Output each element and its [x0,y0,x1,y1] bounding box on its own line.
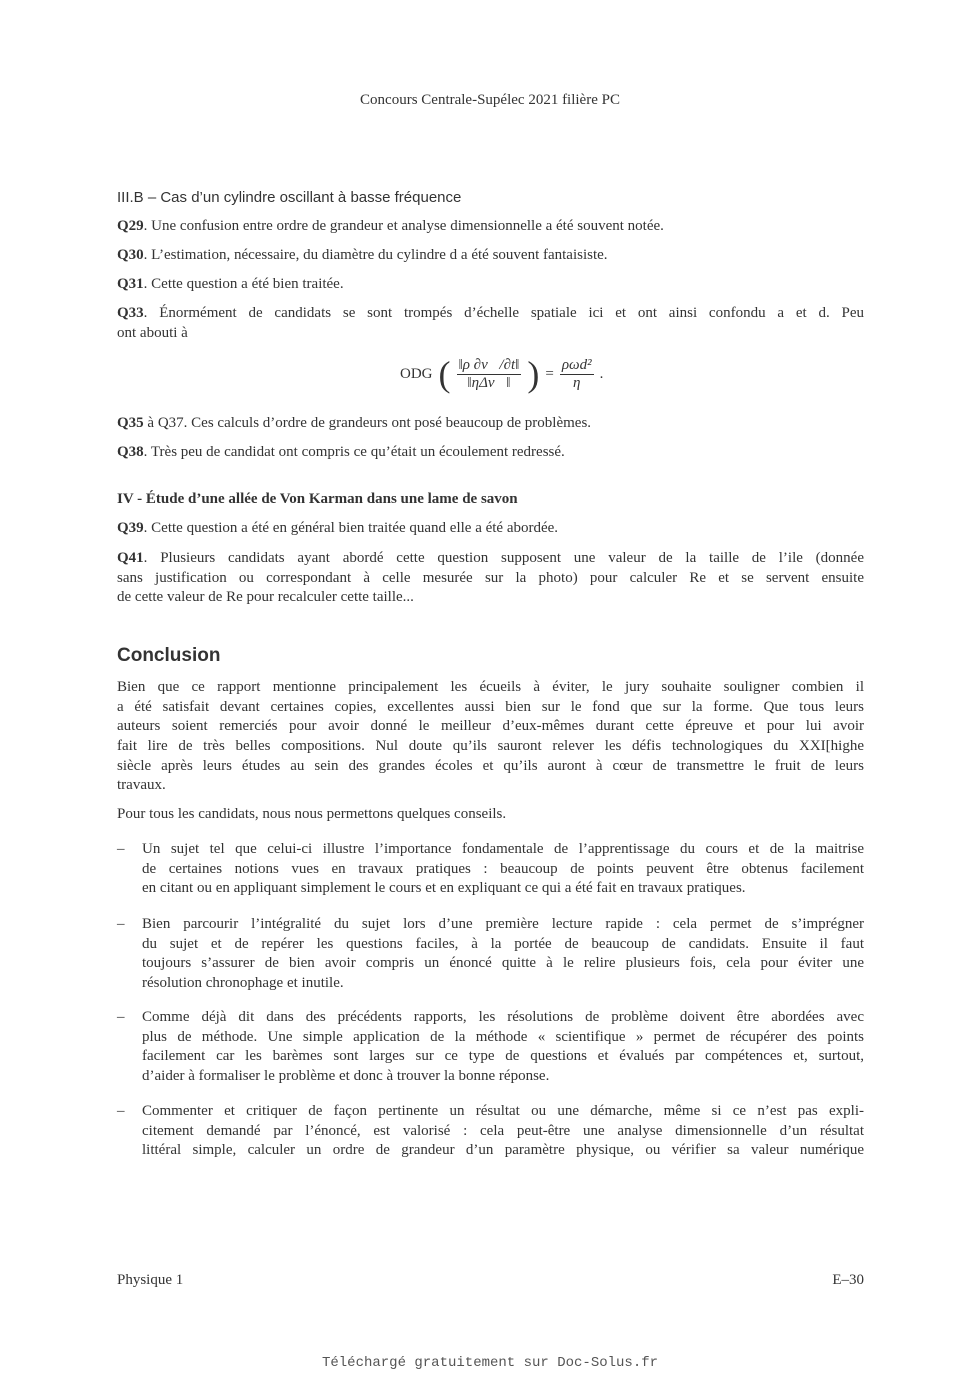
section-heading [117,188,864,208]
equals-sign: = [545,365,554,382]
line-text: Un sujet tel que celui-ci illustre l’importance fondamentale de l’apprentissage du cours et de la maitrise [142,841,864,857]
fraction-numerator: ρωd² [561,356,592,373]
line-text: en citant ou en appliquant simplement le cours et en expliquant ce qui a été fait en travaux pratiques. [142,880,746,897]
line-text: de certaines notions vues en travaux pratiques : beaucoup de points peuvent être obtenus facilement [142,860,864,877]
text-line [117,757,864,777]
text-line [117,860,864,880]
line-text: facilement car les barèmes sont larges sur ce type de questions et évalués par compétences et, surtout, [142,1048,864,1065]
line-text: Bien que ce rapport mentionne principalement les écueils à éviter, le jury souhaite souligner combien il [117,679,864,695]
text-line [117,1047,864,1067]
text-line [117,490,864,510]
text-line [117,805,864,825]
text-line [117,1008,864,1028]
text-line [117,717,864,737]
equation-odg [400,356,603,392]
line-text: auteurs soient remerciés pour avoir donné le meilleur d’eux-mêmes durant cette épreuve et pour lui avoir [117,718,864,735]
paragraph [117,414,864,434]
bullet-dash: – [117,1103,125,1119]
text-line [117,324,864,344]
question-number: Q41 [117,550,144,566]
text-line [117,217,864,237]
text-line [117,443,864,463]
footer-page-number: E–30 [832,1272,864,1288]
text-line [117,935,864,955]
question-number: Q31 [117,276,144,292]
line-text: . Cette question a été bien traitée. [143,276,344,292]
fraction-denominator: ‖ηΔv⃗‖ [467,374,511,391]
line-text: de cette valeur de Re pour recalculer cette taille... [117,589,414,606]
line-text: Comme déjà dit dans des précédents rapports, les résolutions de problème doivent être abordées avec [142,1009,864,1025]
line-text: Pour tous les candidats, nous nous permettons quelques conseils. [117,806,507,822]
line-text: a été satisfait devant certaines copies, excellentes aussi bien sur le fond que sur la forme. Que tous leurs [117,698,864,715]
text-line [117,1141,864,1161]
bullet-item [117,1102,864,1161]
question-number: Q38 [117,444,144,460]
line-text: siècle après leurs études au sein des grandes écoles et qu’ils auront à cœur de transmettre le fruit de leurs [117,757,864,774]
line-text: d’aider à formaliser le problème et donc à trouver la bonne réponse. [142,1068,550,1085]
running-header: Concours Centrale-Supélec 2021 filière PC [360,92,620,108]
text-line [117,879,864,899]
line-text: fait lire de très belles compositions. Nul doute qu’ils sauront relever les défis technologiques du XXI[highe [117,738,864,755]
text-line [117,1102,864,1122]
line-text: à Q37. Ces calculs d’ordre de grandeurs ont posé beaucoup de problèmes. [143,415,592,431]
line-text: . Cette question a été en général bien traitée quand elle a été abordée. [143,520,559,536]
bullet-dash: – [117,841,125,857]
question-number: Q39 [117,520,144,536]
section-heading [117,490,864,510]
bullet-item [117,1008,864,1087]
line-text: III.B – Cas d’un cylindre oscillant à basse fréquence [117,189,462,206]
bullet-item [117,840,864,899]
footer-subject: Physique 1 [117,1272,184,1288]
text-line [117,304,864,324]
line-text: plus de méthode. Une simple application de la méthode « scientifique » permet de récupérer des points [142,1028,864,1045]
text-line [117,588,864,608]
line-text: ont abouti à [117,324,188,341]
text-line [117,698,864,718]
line-text: . L’estimation, nécessaire, du diamètre du cylindre d a été souvent fantaisiste. [143,247,608,263]
question-number: Q29 [117,218,144,234]
paren-left: ( [438,354,451,394]
bullet-dash: – [117,1009,125,1025]
question-number: Q35 [117,415,144,431]
line-text: du sujet et de repérer les questions faciles, à la portée de beaucoup de candidats. Ensuite il faut [142,935,864,952]
paren-right: ) [527,354,540,394]
line-text: . Plusieurs candidats ayant abordé cette question supposent une valeur de la taille de l’ile (donnée [143,550,864,566]
line-text: littéral simple, calculer un ordre de grandeur d’un paramètre physique, ou vérifier sa valeur numérique [142,1142,864,1159]
line-text: résolution chronophage et inutile. [142,975,344,992]
text-line [117,776,864,796]
paragraph [117,246,864,266]
line-text: . Une confusion entre ordre de grandeur et analyse dimensionnelle a été souvent notée. [143,218,664,234]
question-number: Q33 [117,305,144,321]
bullet-item [117,915,864,994]
text-line [117,519,864,539]
fraction-right [560,357,594,392]
text-line [117,1067,864,1087]
text-line [117,915,864,935]
text-line [117,569,864,589]
line-text: . Énormément de candidats se sont trompés d’échelle spatiale ici et ont ainsi confondu a et d. Peu [143,305,864,321]
line-text: citement demandé par l’énoncé, est valorisé : cela peut-être une analyse dimensionnelle d’un résultat [142,1122,864,1139]
fraction-left [457,357,522,392]
fraction-denominator: η [573,374,581,391]
bullet-dash: – [117,916,125,932]
line-text: IV - Étude d’une allée de Von Karman dans une lame de savon [117,491,518,507]
paragraph [117,549,864,608]
period: . [599,365,604,382]
text-line [117,954,864,974]
line-text: travaux. [117,777,166,794]
text-line [117,974,864,994]
text-line [117,1028,864,1048]
text-line [117,414,864,434]
text-line [117,1122,864,1142]
fraction-numerator: ‖ρ ∂v⃗/∂t‖ [458,356,520,373]
question-number: Q30 [117,247,144,263]
formula-label: ODG [400,365,433,382]
text-line [117,646,864,666]
download-watermark: Téléchargé gratuitement sur Doc-Solus.fr [321,1355,659,1371]
text-line [117,246,864,266]
line-text: toujours s’assurer de bien avoir compris un énoncé quitte à le relire plusieurs fois, cela pour éviter une [142,955,864,972]
paragraph [117,805,864,825]
paragraph [117,217,864,237]
section-title [117,646,864,666]
paragraph [117,443,864,463]
line-text: . Très peu de candidat ont compris ce qu’était un écoulement redressé. [143,444,565,460]
line-text: Commenter et critiquer de façon pertinente un résultat ou une démarche, même si ce n’est pas expli- [142,1103,864,1119]
line-text: Bien parcourir l’intégralité du sujet lors d’une première lecture rapide : cela permet de s’imprégner [142,916,864,932]
text-line [117,737,864,757]
text-line [117,549,864,569]
line-text: sans justification ou correspondant à celle mesurée sur la photo) pour calculer Re et se servent ensuite [117,569,864,586]
paragraph [117,304,864,343]
paragraph [117,275,864,295]
text-line [117,188,864,208]
text-line [117,840,864,860]
paragraph [117,678,864,796]
paragraph [117,519,864,539]
text-line [117,275,864,295]
text-line [117,678,864,698]
line-text: Conclusion [117,645,221,666]
